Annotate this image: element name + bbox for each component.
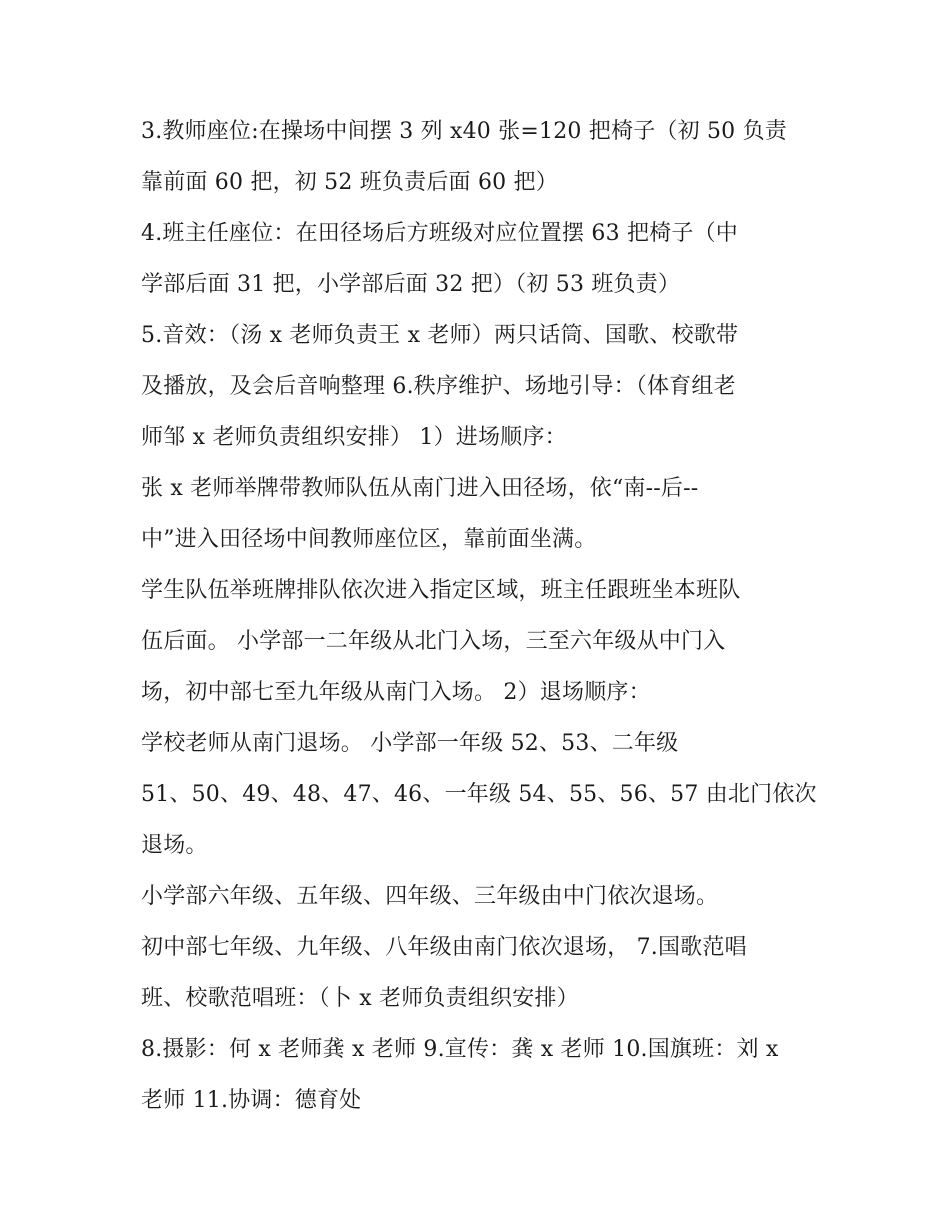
text-line: 8.摄影：何 x 老师龚 x 老师 9.宣传：龚 x 老师 10.国旗班：刘 x	[141, 1037, 779, 1062]
text-line: 老师 11.协调：德育处	[141, 1088, 362, 1113]
text-line: 3.教师座位:在操场中间摆 3 列 x40 张=120 把椅子（初 50 负责	[141, 119, 787, 144]
text-line: 小学部六年级、五年级、四年级、三年级由中门依次退场。	[141, 884, 719, 909]
text-line: 初中部七年级、九年级、八年级由南门依次退场， 7.国歌范唱	[141, 935, 747, 960]
text-line: 中”进入田径场中间教师座位区，靠前面坐满。	[141, 527, 597, 552]
text-line: 退场。	[141, 833, 208, 858]
text-line: 学生队伍举班牌排队依次进入指定区域，班主任跟班坐本班队	[141, 578, 741, 603]
text-line: 5.音效：（汤 x 老师负责王 x 老师）两只话筒、国歌、校歌带	[141, 323, 739, 348]
text-line: 及播放，及会后音响整理 6.秩序维护、场地引导：（体育组老	[141, 374, 736, 399]
text-line: 4.班主任座位：在田径场后方班级对应位置摆 63 把椅子（中	[141, 221, 738, 246]
text-line: 师邹 x 老师负责组织安排） 1）进场顺序：	[141, 425, 567, 450]
text-line: 班、校歌范唱班：（卜 x 老师负责组织安排）	[141, 986, 579, 1011]
text-line: 学校老师从南门退场。 小学部一年级 52、53、二年级	[141, 731, 679, 756]
text-line: 靠前面 60 把，初 52 班负责后面 60 把）	[141, 170, 558, 195]
text-line: 场，初中部七至九年级从南门入场。 2）退场顺序：	[141, 680, 651, 705]
text-line: 51、50、49、48、47、46、一年级 54、55、56、57 由北门依次	[141, 782, 817, 807]
document-body	[141, 106, 821, 1126]
text-line: 学部后面 31 把，小学部后面 32 把）（初 53 班负责）	[141, 272, 681, 297]
text-line: 张 x 老师举牌带教师队伍从南门进入田径场，依“南--后--	[141, 476, 699, 501]
text-line: 伍后面。 小学部一二年级从北门入场，三至六年级从中门入	[141, 629, 726, 654]
